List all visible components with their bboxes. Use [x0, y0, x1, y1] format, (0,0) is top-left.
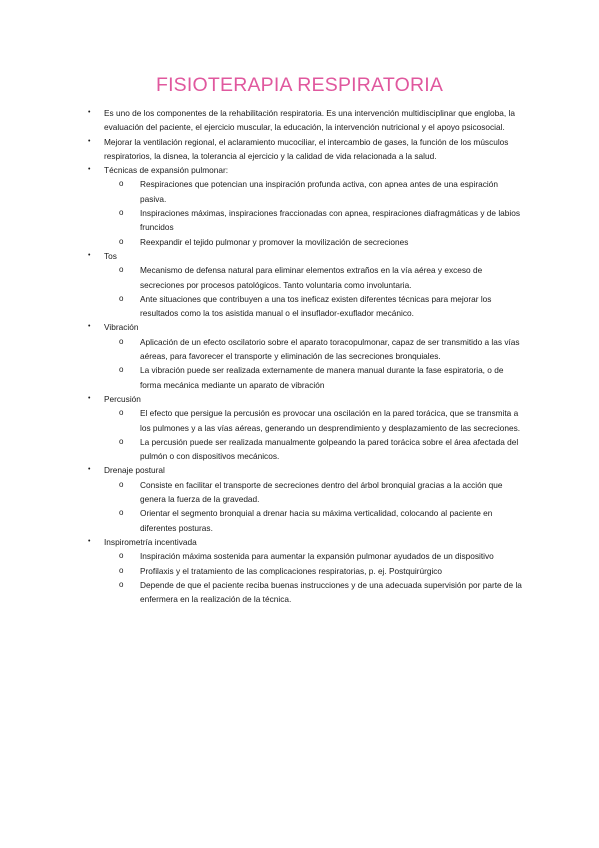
- sub-list-item: [104, 506, 524, 535]
- circle-bullet-icon: o: [119, 579, 124, 589]
- sub-list-item-text: Depende de que el paciente reciba buenas instrucciones y de una adecuada supervisión por parte de la enfermera en la realización de la técnica.: [140, 579, 522, 605]
- sub-list-item: [104, 406, 524, 435]
- list-item: [88, 135, 524, 164]
- list-item: [88, 392, 524, 463]
- sub-list-item-text: Profilaxis y el tratamiento de las complicaciones respiratorias, p. ej. Postquirúrgico: [140, 565, 443, 576]
- sub-list: [104, 478, 524, 535]
- sub-list-item: [104, 564, 524, 578]
- sub-list-item-text: Consiste en facilitar el transporte de secreciones dentro del árbol bronquial gracias a la acción que genera la fuerza de la gravedad.: [140, 479, 503, 505]
- sub-list-item-text: Aplicación de un efecto oscilatorio sobre el aparato toracopulmonar, capaz de ser transmitido a las vías aéreas, para favorecer el transporte y eliminación de las secreciones bronquiales.: [140, 336, 520, 362]
- list-item-text: Mejorar la ventilación regional, el aclaramiento mucociliar, el intercambio de gases, la función de los músculos respiratorios, la disnea, la tolerancia al ejercicio y la calidad de vida relacionada a la salud.: [104, 136, 509, 161]
- circle-bullet-icon: o: [119, 565, 124, 575]
- sub-list: [104, 335, 524, 392]
- sub-list-item: [104, 435, 524, 464]
- bullet-icon: •: [88, 466, 91, 474]
- list-item: [88, 249, 524, 320]
- circle-bullet-icon: o: [119, 365, 124, 375]
- list-item-text: Técnicas de expansión pulmonar:: [104, 165, 229, 176]
- sub-list-item-text: Inspiraciones máximas, inspiraciones fraccionadas con apnea, respiraciones diafragmáticas y de labios fruncidos: [140, 208, 521, 233]
- sub-list-item-text: Reexpandir el tejido pulmonar y promover la movilización de secreciones: [140, 236, 409, 247]
- list-item: [88, 320, 524, 391]
- sub-list-item: [104, 578, 524, 607]
- sub-list-item: [104, 478, 524, 507]
- sub-list-item: [104, 263, 524, 292]
- sub-list-item-text: Inspiración máxima sostenida para aumentar la expansión pulmonar ayudados de un dispositivo: [140, 551, 494, 562]
- bullet-icon: •: [88, 537, 91, 545]
- circle-bullet-icon: o: [119, 265, 124, 275]
- list-item-text: Es uno de los componentes de la rehabilitación respiratoria. Es una intervención multidisciplinar que engloba, la evaluación del paciente, el ejercicio muscular, la educación, la intervención nutricional y el apoyo psicosocial.: [104, 108, 515, 133]
- list-item-text: Inspirometría incentivada: [104, 536, 197, 547]
- circle-bullet-icon: o: [119, 551, 124, 561]
- sub-list: [104, 406, 524, 463]
- sub-list-item-text: Ante situaciones que contribuyen a una tos ineficaz existen diferentes técnicas para mejorar los resultados como la tos asistida manual o el insuflador-exuflador mecánico.: [140, 293, 492, 319]
- sub-list-item-text: Orientar el segmento bronquial a drenar hacia su máxima verticalidad, colocando al paciente en diferentes posturas.: [140, 508, 493, 533]
- circle-bullet-icon: o: [119, 408, 124, 418]
- page-title: FISIOTERAPIA RESPIRATORIA: [155, 74, 444, 96]
- list-item: [88, 463, 524, 534]
- bullet-icon: •: [88, 394, 91, 402]
- sub-list-item: [104, 335, 524, 364]
- circle-bullet-icon: o: [119, 208, 124, 218]
- sub-list-item-text: La percusión puede ser realizada manualmente golpeando la pared torácica sobre el área afectada del pulmón o con dispositivos mecánicos.: [140, 436, 519, 462]
- bullet-icon: •: [88, 323, 91, 331]
- sub-list-item: [104, 235, 524, 249]
- bullet-icon: •: [88, 109, 91, 116]
- sub-list-item: [104, 177, 524, 206]
- list-item-text: Drenaje postural: [104, 465, 165, 476]
- list-item: [88, 163, 524, 249]
- circle-bullet-icon: o: [119, 179, 124, 189]
- circle-bullet-icon: o: [119, 336, 124, 346]
- circle-bullet-icon: o: [119, 436, 124, 446]
- list-item-text: Vibración: [104, 322, 139, 333]
- list-item-text: Tos: [104, 250, 117, 261]
- circle-bullet-icon: o: [119, 236, 124, 246]
- sub-list-item-text: El efecto que persigue la percusión es provocar una oscilación en la pared torácica, que se transmita a los pulmones y a las vías aéreas, generando un desprendimiento y desplazamiento de las secreciones.: [140, 408, 521, 433]
- sub-list-item: [104, 549, 524, 563]
- sub-list: [104, 263, 524, 320]
- list-item: [88, 106, 524, 135]
- circle-bullet-icon: o: [119, 293, 124, 303]
- bullet-icon: •: [88, 251, 91, 259]
- list-item: [88, 535, 524, 606]
- list-item-text: Percusión: [104, 393, 141, 404]
- bullet-icon: •: [88, 137, 91, 145]
- sub-list-item-text: La vibración puede ser realizada externamente de manera manual durante la fase espiratoria, o de forma mecánica mediante un aparato de vibración: [140, 365, 504, 390]
- main-bullet-list: [88, 106, 524, 606]
- sub-list: [104, 549, 524, 606]
- sub-list-item: [104, 363, 524, 392]
- sub-list-item-text: Respiraciones que potencian una inspiración profunda activa, con apnea antes de una espiración pasiva.: [140, 179, 498, 204]
- sub-list-item: [104, 206, 524, 235]
- circle-bullet-icon: o: [119, 508, 124, 518]
- sub-list-item: [104, 292, 524, 321]
- bullet-icon: •: [88, 166, 91, 174]
- sub-list: [104, 177, 524, 248]
- sub-list-item-text: Mecanismo de defensa natural para eliminar elementos extraños en la vía aérea y exceso de secreciones por procesos patológicos. Tanto voluntaria como involuntaria.: [140, 265, 483, 290]
- circle-bullet-icon: o: [119, 479, 124, 489]
